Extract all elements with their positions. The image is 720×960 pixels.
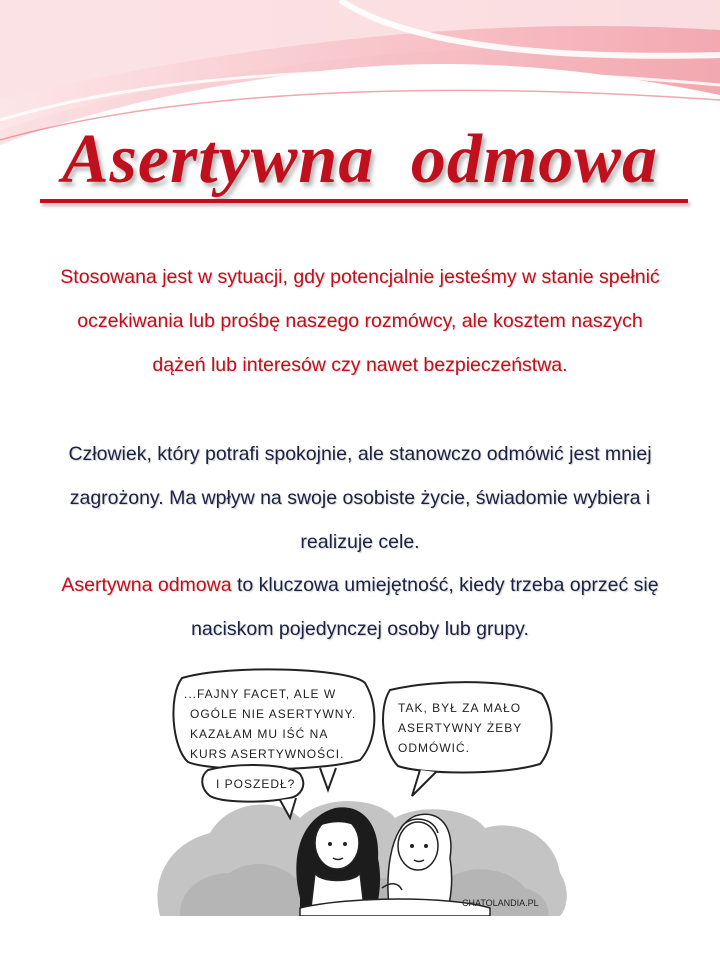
comic-credit: CHATOLANDIA.PL — [462, 898, 539, 908]
comic-illustration — [150, 668, 570, 916]
highlight-term: Asertywna odmowa — [61, 574, 232, 596]
comic-bubble-left-line-3: KAZAŁAM MU IŚĆ NA — [190, 727, 329, 741]
comic-bubble-right-line-2: ASERTYWNY ŻEBY — [398, 721, 523, 735]
comic-bubble-left-line-1: ...FAJNY FACET, ALE W — [184, 687, 337, 701]
paragraph-key-skill — [45, 563, 675, 651]
paragraph-key-skill-text: to kluczowa umiejętność, kiedy trzeba oprzeć się naciskom pojedynczej osoby lub grupy. — [191, 574, 659, 640]
paragraph-benefits: Człowiek, który potrafi spokojnie, ale stanowczo odmówić jest mniej zagrożony. Ma wpływ na swoje osobiste życie, świadomie wybiera i realizuje cele. — [68, 443, 652, 553]
comic-bubble-right-line-3: ODMÓWIĆ. — [398, 741, 470, 755]
comic-bubble-left-line-2: OGÓLE NIE ASERTYWNY. — [190, 707, 357, 721]
paragraph-definition: Stosowana jest w sytuacji, gdy potencjalnie jesteśmy w stanie spełnić oczekiwania lub prośbę naszego rozmówcy, ale kosztem naszych dążeń lub interesów czy nawet bezpieczeństwa. — [60, 266, 660, 376]
title-underline — [40, 199, 688, 203]
page-title: Asertywna odmowa — [61, 121, 659, 198]
comic-bubble-small: I POSZEDŁ? — [216, 777, 296, 791]
comic-bubble-right-line-1: TAK, BYŁ ZA MAŁO — [398, 701, 522, 715]
comic-bubble-left-line-4: KURS ASERTYWNOŚCI. — [190, 747, 345, 761]
